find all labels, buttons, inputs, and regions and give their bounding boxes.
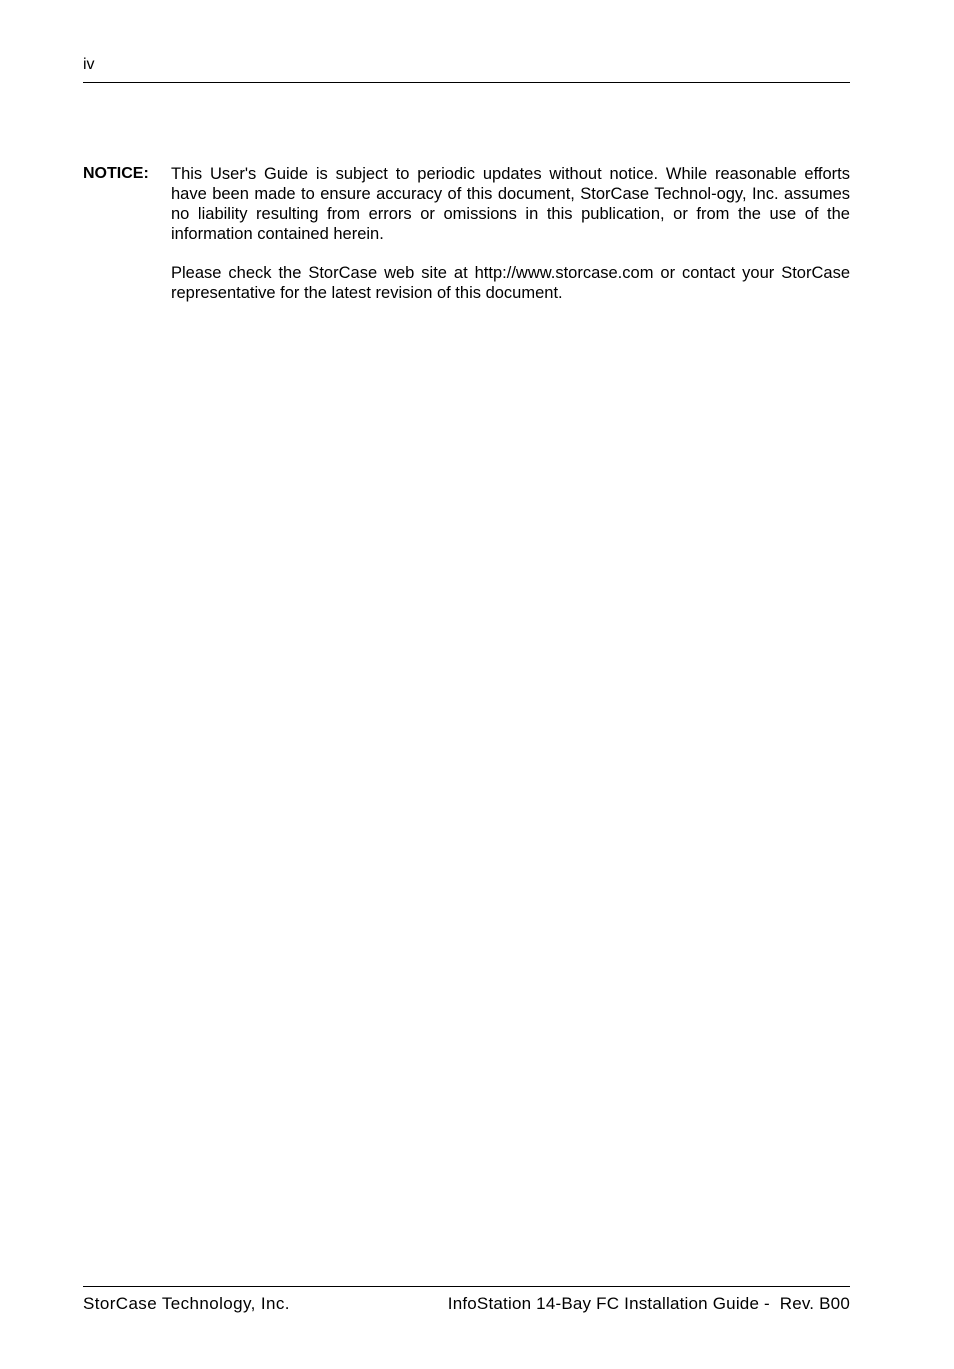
footer-company: StorCase Technology, Inc. [83,1294,290,1313]
header-rule [83,82,850,83]
footer-document-title: InfoStation 14-Bay FC Installation Guide - Rev. B00 [447,1294,850,1313]
footer-rule [83,1286,850,1287]
notice-label: NOTICE: [83,165,149,182]
page-number: iv [83,56,95,73]
notice-paragraph: This User's Guide is subject to periodic updates without notice. While reasonable efforts have been made to ensure accuracy of this document, StorCase Technol-ogy, Inc. assumes no liability resulting from errors or omissions in this publication, or from the use of the information contained herein. [171,165,850,243]
notice-paragraph: Please check the StorCase web site at http://www.storcase.com or contact your StorCase representative for the latest revision of this document. [171,264,850,302]
notice-body [171,164,850,322]
